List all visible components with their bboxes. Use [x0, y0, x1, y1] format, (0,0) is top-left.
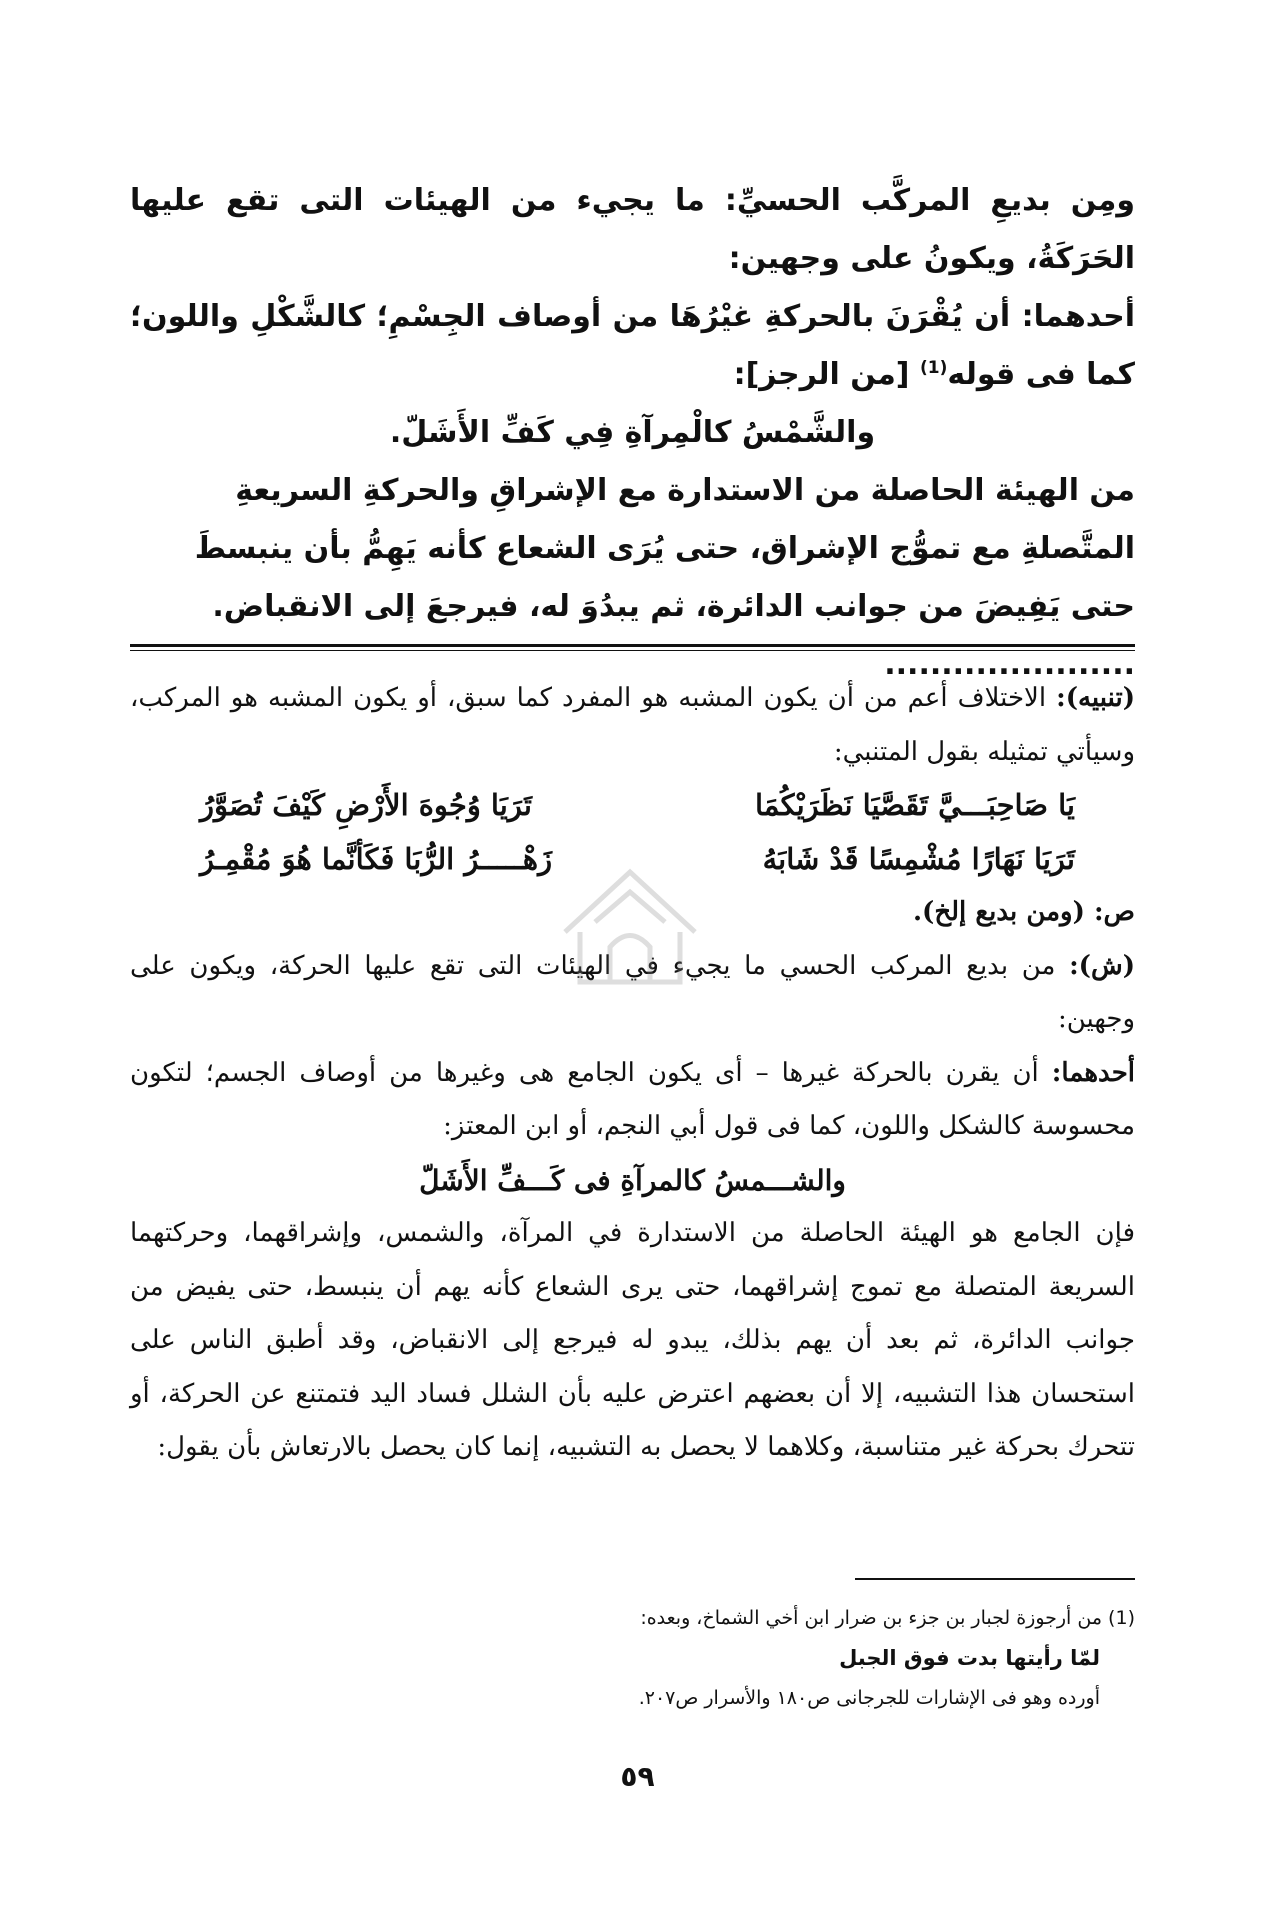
shin-text: من بديع المركب الحسي ما يجيء في الهيئات التى تقع عليها الحركة، ويكون على وجهين: [130, 950, 1135, 1034]
commentary-verse: والشـــمسُ كالمرآةِ فى كَـــفِّ الأَشَلّ [419, 1163, 846, 1197]
footnote-separator [855, 1578, 1135, 1580]
main-paragraph-2 [130, 288, 1135, 404]
section-divider [130, 644, 1135, 651]
main-paragraph-3-text: من الهيئة الحاصلة من الاستدارة مع الإشراقِ والحركةِ السريعةِ المتَّصلةِ مع تموُّج الإشراق، حتى يُرَى الشعاع كأنه يَهِمُّ بأن ينبسطَ حتى يَفِيضَ من جوانب الدائرة، ثم يبدُوَ له، فيرجعَ إلى الانقباض. [194, 473, 1135, 624]
ellipsis-dots: ...................... [884, 647, 1135, 682]
main-verse: والشَّمْسُ كالْمِرآةِ فِي كَفِّ الأَشَلّ. [389, 415, 876, 450]
main-paragraph-2-text: أحدهما: أن يُقْرَنَ بالحركةِ غيْرُهَا من أوصاف الجِسْمِ؛ كالشَّكْلِ واللون؛ كما فى قوله [130, 299, 1135, 392]
commentary-paragraph: فإن الجامع هو الهيئة الحاصلة من الاستدارة في المرآة، والشمس، وإشراقهما، وحركتهما السريعة المتصلة مع تموج إشراقهما، حتى يرى الشعاع كأنه يهم أن ينبسط، حتى يفيض من جوانب الدائرة، ثم بعد أن يهم بذلك، يبدو له فيرجع إلى الانقباض، وقد أطبق الناس على استحسان هذا التشبيه، إلا أن بعضهم اعترض عليه بأن الشلل فساد اليد فتمتنع عن الحركة، أو تتحرك بحركة غير متناسبة، وكلاهما لا يحصل به التشبيه، إنما كان يحصل بالارتعاش بأن يقول: [130, 1218, 1135, 1462]
first-aspect-label: أحدهما: [1051, 1057, 1136, 1088]
library-emblem-icon [555, 862, 705, 994]
shin-label: (ش): [1069, 950, 1136, 981]
footnotes [130, 1598, 1135, 1718]
poem-line-1-right: يَا صَاحِبَـــيَّ تَقَصَّيَا نَظَرَيْكُمَا [754, 788, 1075, 822]
page-number: ٥٩ [620, 1760, 655, 1793]
main-paragraph-3 [130, 462, 1135, 694]
poem-line-2-right: تَرَيَا نَهَارًا مُشْمِسًا قَدْ شَابَهُ [762, 841, 1075, 876]
footnote-verse: لمّا رأيتها بدت فوق الجبل [839, 1646, 1100, 1670]
meter-label: [من الرجز]: [733, 357, 910, 392]
poem-line-2-left: زَهْـــــرُ الرُّبَا فَكَأنَّما هُوَ مُقْمِـرُ [200, 841, 553, 876]
tanbih-text: الاختلاف أعم من أن يكون المشبه هو المفرد كما سبق، أو يكون المشبه هو المركب، وسيأتي تمثيله بقول المتنبي: [130, 683, 1135, 767]
first-aspect-paragraph [130, 1047, 1135, 1154]
tanbih-paragraph [130, 672, 1135, 779]
footnote-ref: (1) [919, 358, 948, 378]
main-paragraph-1: ومِن بديعِ المركَّب الحسيِّ: ما يجيء من الهيئات التى تقع عليها الحَرَكَةُ، ويكونُ على وجهين: [130, 183, 1135, 276]
footnote-source: أورده وهو فى الإشارات للجرجانى ص١٨٠ والأسرار ص٢٠٧. [638, 1687, 1100, 1709]
sad-heading: ص: (ومن بديع إلخ). [912, 897, 1135, 927]
tanbih-label: (تنبيه): [1056, 683, 1136, 713]
main-text [130, 172, 1135, 694]
commentary-text [130, 672, 1135, 1475]
first-aspect-text: أن يقرن بالحركة غيرها – أى يكون الجامع هى وغيرها من أوصاف الجسم؛ لتكون محسوسة كالشكل واللون، كما فى قول أبي النجم، أو ابن المعتز: [130, 1057, 1135, 1141]
poem-line-1-left: تَرَيَا وُجُوهَ الأَرْضِ كَيْفَ تُصَوَّرُ [200, 788, 532, 822]
footnote-1: (1) من أرجوزة لجبار بن جزء بن ضرار ابن أخي الشماخ، وبعده: [640, 1607, 1135, 1629]
poem-line-1 [130, 779, 1135, 833]
